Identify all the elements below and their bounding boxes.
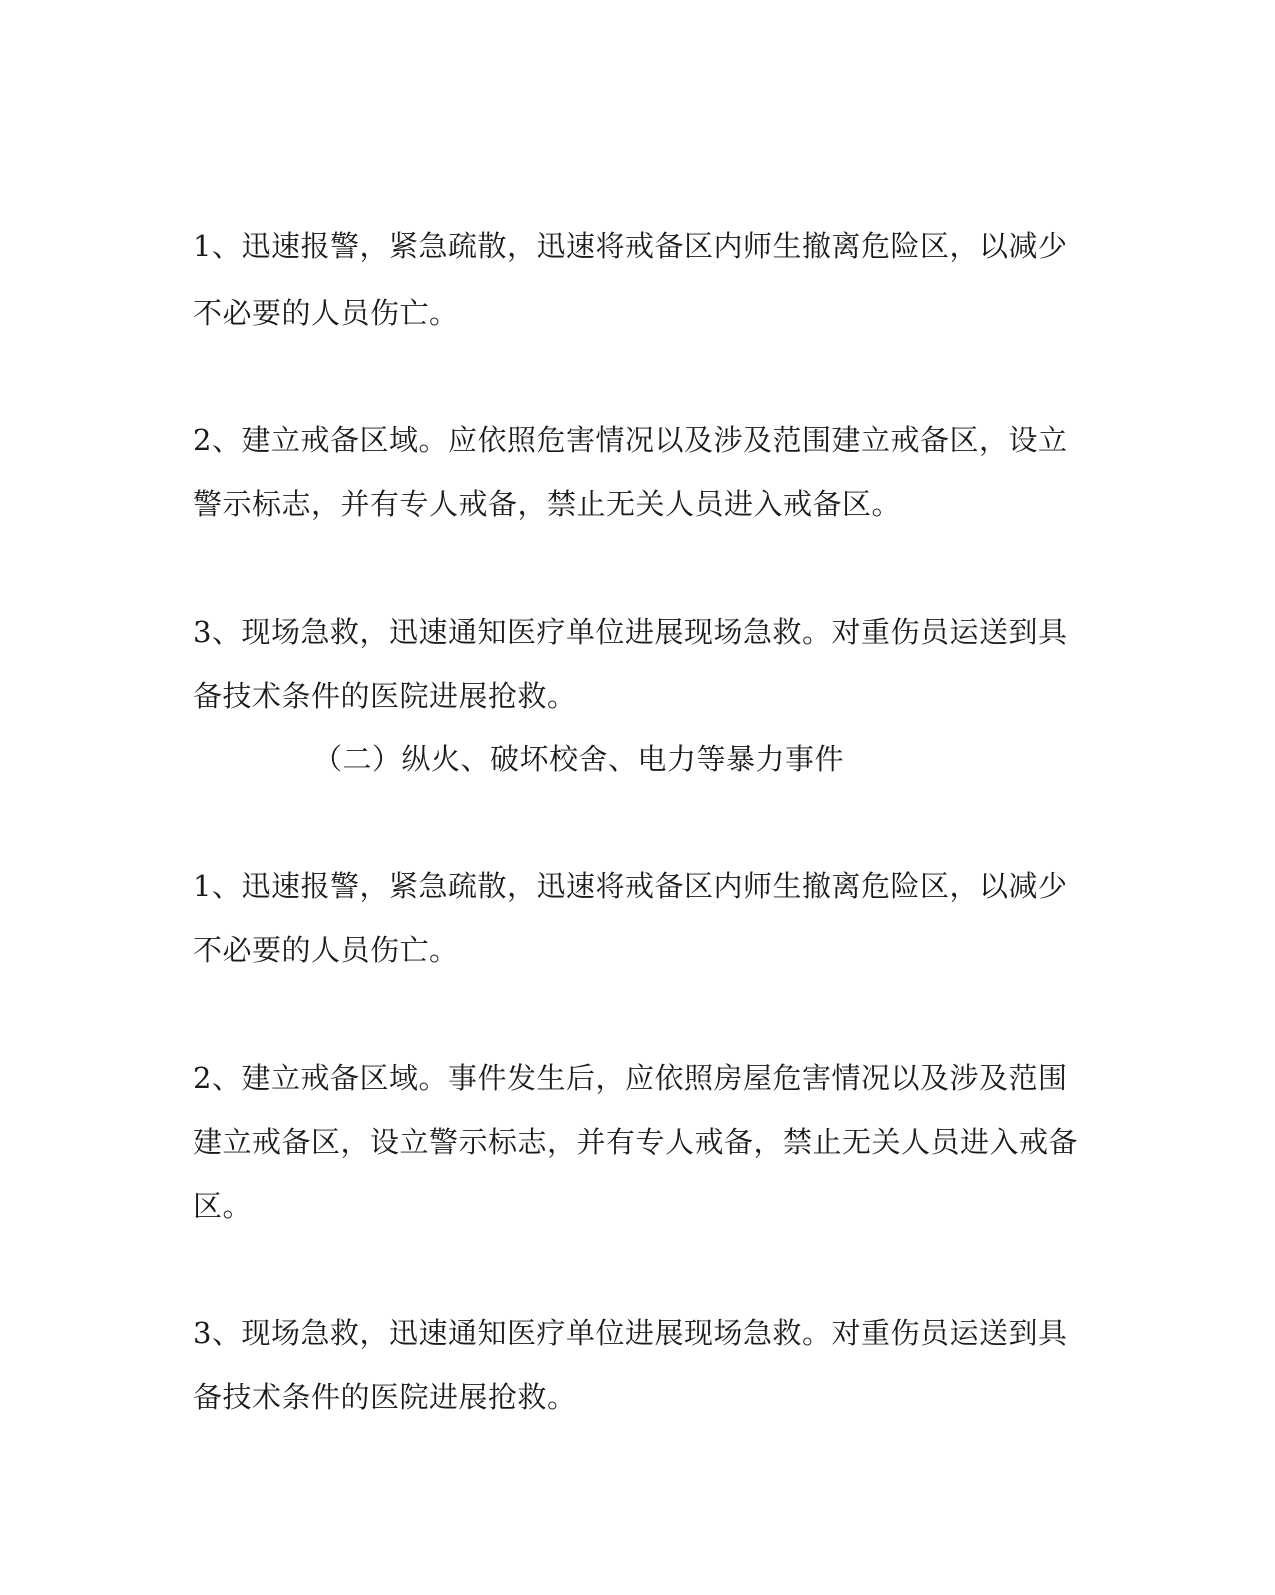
- section-heading: （二）纵火、破坏校舍、电力等暴力事件: [313, 742, 845, 776]
- paragraph-line: 3、现场急救，迅速通知医疗单位进展现场急救。对重伤员运送到具: [193, 1316, 1068, 1350]
- paragraph-line: 1、迅速报警，紧急疏散，迅速将戒备区内师生撤离危险区，以减少: [193, 229, 1068, 263]
- paragraph-line: 建立戒备区，设立警示标志，并有专人戒备，禁止无关人员进入戒备: [193, 1125, 1079, 1159]
- paragraph-line: 备技术条件的医院进展抢救。: [193, 1380, 577, 1414]
- paragraph-line: 3、现场急救，迅速通知医疗单位进展现场急救。对重伤员运送到具: [193, 615, 1068, 649]
- paragraph-line: 2、建立戒备区域。应依照危害情况以及涉及范围建立戒备区，设立: [193, 423, 1068, 457]
- paragraph-line: 不必要的人员伤亡。: [193, 296, 459, 330]
- paragraph-line: 区。: [193, 1189, 253, 1223]
- paragraph-line: 警示标志，并有专人戒备，禁止无关人员进入戒备区。: [193, 487, 902, 521]
- paragraph-line: 备技术条件的医院进展抢救。: [193, 679, 577, 713]
- paragraph-line: 不必要的人员伤亡。: [193, 933, 459, 967]
- paragraph-line: 1、迅速报警，紧急疏散，迅速将戒备区内师生撤离危险区，以减少: [193, 869, 1068, 903]
- paragraph-line: 2、建立戒备区域。事件发生后，应依照房屋危害情况以及涉及范围: [193, 1061, 1068, 1095]
